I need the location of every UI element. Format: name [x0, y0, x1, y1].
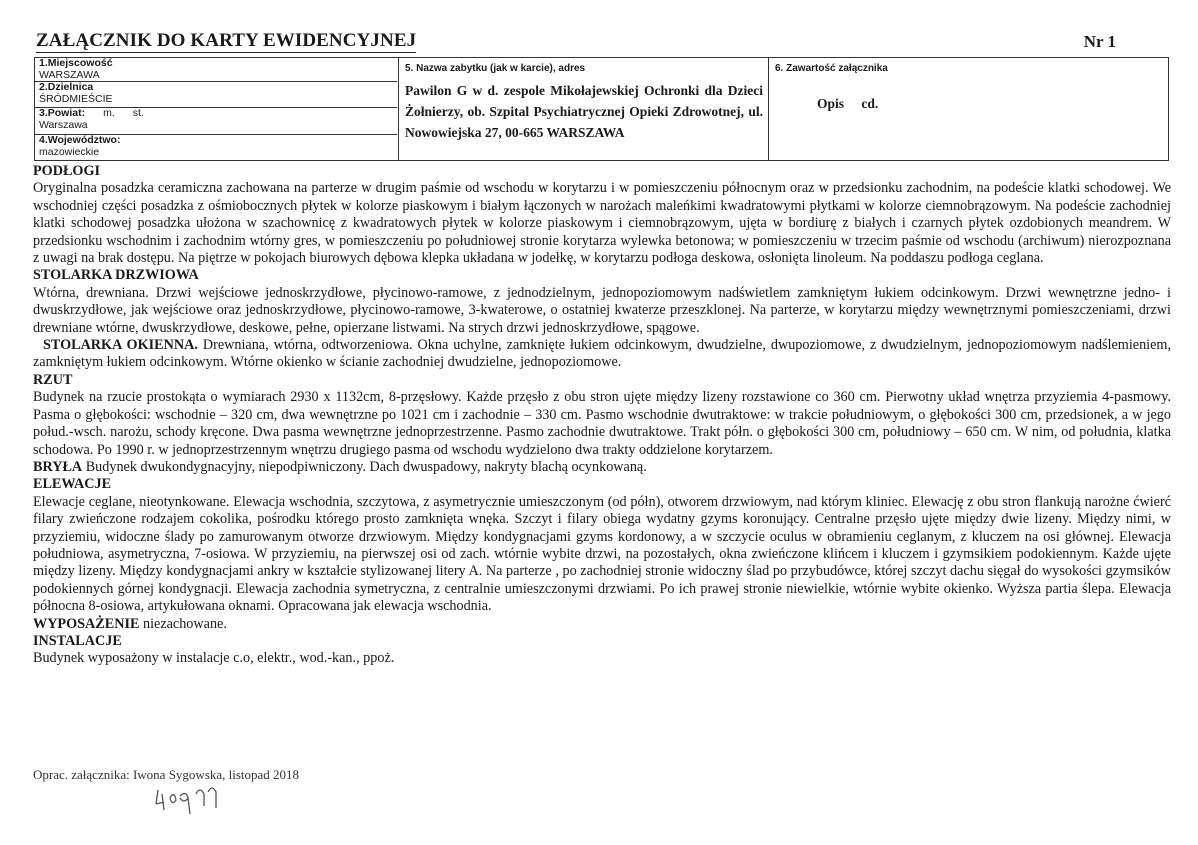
rzut-heading: RZUT — [33, 371, 73, 388]
miejscowosc-label: 1.Miejscowość — [39, 57, 113, 69]
miejscowosc-cell — [35, 58, 397, 82]
nazwa-value: Pawilon G w d. zespole Mikołajewskiej Ochronki dla Dzieci Żołnierzy, ob. Szpital Psychiatrycznej Opieki Zdrowotnej, ul. Nowowiejska 27, 00-665 WARSZAWA — [405, 83, 763, 140]
document-number: Nr 1 — [1083, 32, 1116, 51]
dzielnica-cell — [35, 82, 397, 108]
bryla-paragraph — [33, 459, 1171, 476]
instalacje-heading: INSTALACJE — [33, 632, 122, 649]
podlogi-text: Oryginalna posadzka ceramiczna zachowana na parterze w drugim paśmie od wschodu w korytarzu i w pomieszczeniu północnym oraz w przedsionku zachodnim, na podeście klatki schodowej. We wschodniej części posadzka z ośmiobocznych płytek w kolorze piaskowym i białym łączonych w narożach maleńkimi kwadratowymi płytkami w kolorze ciemnobrązowym. Na podeście zachodniej klatki schodowej posadzka ułożona w szachownicę z kwadratowych płytek w kolorze piaskowym i ciemnobrązowym, ujęta w bordiurę z białych i czarnych płytek ozdobionych meandrem. W przedsionku wschodnim i zachodnim wtórny gres, w pomieszczeniu po południowej stronie korytarza wylewka betonowa; w pomieszczeniu w trzecim paśmie od wschodu (archiwum) nierozpoznana z uwagi na brak dostępu. Na piętrze w pokojach biurowych dębowa klepka układana w jodełkę, w korytarzu podłoga deskowa, osłonięta linoleum. Na poddaszu podłoga ceglana. — [33, 180, 1171, 267]
contents-column — [769, 58, 1168, 160]
nazwa-label: 5. Nazwa zabytku (jak w karcie), adres — [405, 63, 586, 74]
location-column — [35, 58, 399, 160]
elewacje-text: Elewacje ceglane, nieotynkowane. Elewacja wschodnia, szczytowa, z asymetrycznie umieszczonym (od półn), otworem drzwiowym, nad którym kliniec. Elewację z obu stron flankują narożne ćwierć filary zwieńczone rodzajem cokolika, pośrodku którego prosto zamknięta wnęka. Szczyt i filary obiega wydatny gzyms koronujący. Centralne przęsło ujęte między dwie lizeny. Między nimi, w przyziemiu, widoczne ślady po zamurowanym otworze drzwiowym. Między kondygnacjami gzyms kordonowy, a w szczycie oculus w obramieniu ceglanym, z kluczem na osi głównej. Elewacja południowa, asymetryczna, 7-osiowa. W przyziemiu, na pierwszej osi od zach. wtórnie wybite drzwi, na pozostałych, okna zwieńczone klińcem i kluczem i gzymsikiem podokiennym. Każde ujęte między lizeny. Między kondygnacjami ankry w kształcie stylizowanej litery A. Na parterze , po zachodniej stronie widoczny ślad po przybudówce, której szczyt dachu sięgał do wysokości gzymsików podokiennych górnej kondygnacji. Elewacja zachodnia symetryczna, z centralnie umieszczonymi drzwiami. Po ich prawej stronie niewielkie, wtórnie wybite okienko. Wyższa partia ślepa. Elewacja północna 8-osiowa, artykułowana oknami. Opracowana jak elewacja wschodnia. — [33, 493, 1171, 615]
powiat-cell — [35, 108, 397, 135]
dzielnica-label: 2.Dzielnica — [39, 81, 94, 93]
stolarka-okienna-paragraph — [33, 337, 1171, 372]
document-title: ZAŁĄCZNIK DO KARTY EWIDENCYJNEJ — [36, 30, 417, 51]
stolarka-drzwiowa-text: Wtórna, drewniana. Drzwi wejściowe jednoskrzydłowe, płycinowo-ramowe, z jednodzielnym, jednopoziomowym nadświetlem zamkniętym łukiem odcinkowym. Drzwi wewnętrzne jedno- i dwuskrzydłowe, jak wejściowe oraz jednoskrzydłowe, płycinowo-ramowe, 3-kwaterowe, o ostatniej kwaterze przeszklonej. Na parterze, w korytarzu między wewnętrznymi pomieszczeniami, drzwi drewniane wtórne, dwuskrzydłowe, deskowe, pełne, opierzane listwami. Na strych drzwi jednoskrzydłowe, spągowe. — [33, 284, 1171, 336]
powiat-label: 3.Powiat: — [39, 107, 86, 119]
powiat-label-row — [39, 108, 397, 120]
miejscowosc-value: WARSZAWA — [39, 68, 100, 81]
instalacje-text: Budynek wyposażony w instalacje c.o, elektr., wod.-kan., ppoż. — [33, 650, 395, 667]
wyposazenie-heading: WYPOSAŻENIE — [33, 615, 140, 632]
zawartosc-value: Opis cd. — [817, 96, 879, 111]
wyposazenie-paragraph — [33, 616, 1171, 633]
name-column — [399, 58, 769, 160]
powiat-value: Warszawa — [39, 118, 88, 131]
podlogi-heading: PODŁOGI — [33, 163, 101, 179]
header-table — [34, 57, 1169, 161]
elewacje-heading: ELEWACJE — [33, 476, 112, 493]
stolarka-okienna-heading: STOLARKA OKIENNA. — [42, 337, 198, 354]
title-row — [36, 30, 1156, 56]
stolarka-drzwiowa-heading: STOLARKA DRZWIOWA — [33, 267, 199, 284]
bryla-heading: BRYŁA — [33, 458, 83, 475]
description-body — [33, 163, 1171, 668]
wyposazenie-text: niezachowane. — [142, 615, 227, 632]
stolarka-okienna-text: Drewniana, wtórna, odtworzeniowa. Okna uchylne, zamknięte łukiem odcinkowym, dwudzielne, dwupoziomowe, z dwudzielnym, jednopoziomowym nadślemieniem, zamkniętym łukiem odcinkowym. Wtórne okienko w ścianie zachodniej dwudzielne, jednopoziomowe. — [33, 337, 1171, 371]
powiat-st: st. — [132, 107, 144, 119]
dzielnica-value: ŚRÓDMIEŚCIE — [39, 92, 113, 105]
wojewodztwo-label: 4.Województwo: — [39, 134, 121, 146]
wojewodztwo-value: mazowieckie — [39, 145, 100, 158]
author-footer: Oprac. załącznika: Iwona Sygowska, listopad 2018 — [33, 767, 300, 782]
bryla-text: Budynek dwukondygnacyjny, niepodpiwniczony. Dach dwuspadowy, nakryty blachą ocynkowaną. — [85, 458, 647, 475]
handwritten-signature — [150, 780, 230, 822]
zawartosc-label: 6. Zawartość załącznika — [775, 63, 888, 74]
wojewodztwo-cell — [35, 135, 397, 160]
rzut-text: Budynek na rzucie prostokąta o wymiarach 2930 x 1132cm, 8-przęsłowy. Każde przęsło z obu stron ujęte między lizeny rozstawione co 360 cm. Pierwotny układ wnętrza przyziemia 4-pasmowy. Pasma o głębokości: wschodnie – 320 cm, dwa wewnętrzne po 1021 cm i zachodnie – 330 cm. Pasmo wschodnie dwutraktowe: w trakcie południowym, o głębokości 300 cm, przedsionek, a w jego połud.-wsch. narożu, schody kręcone. Dwa pasma wewnętrzne jednoprzestrzenne. Pasmo zachodnie dwutraktowe. Trakt półn. o głębokości 300 cm, południowy – 650 cm. W nim, od południa, klatka schodowa. Po 1990 r. w jednoprzestrzennym wnętrzu drugiego pasma od wschodu wydzielono dwa trakty oddzielone korytarzem. — [33, 389, 1171, 458]
powiat-m: m. — [103, 107, 115, 119]
